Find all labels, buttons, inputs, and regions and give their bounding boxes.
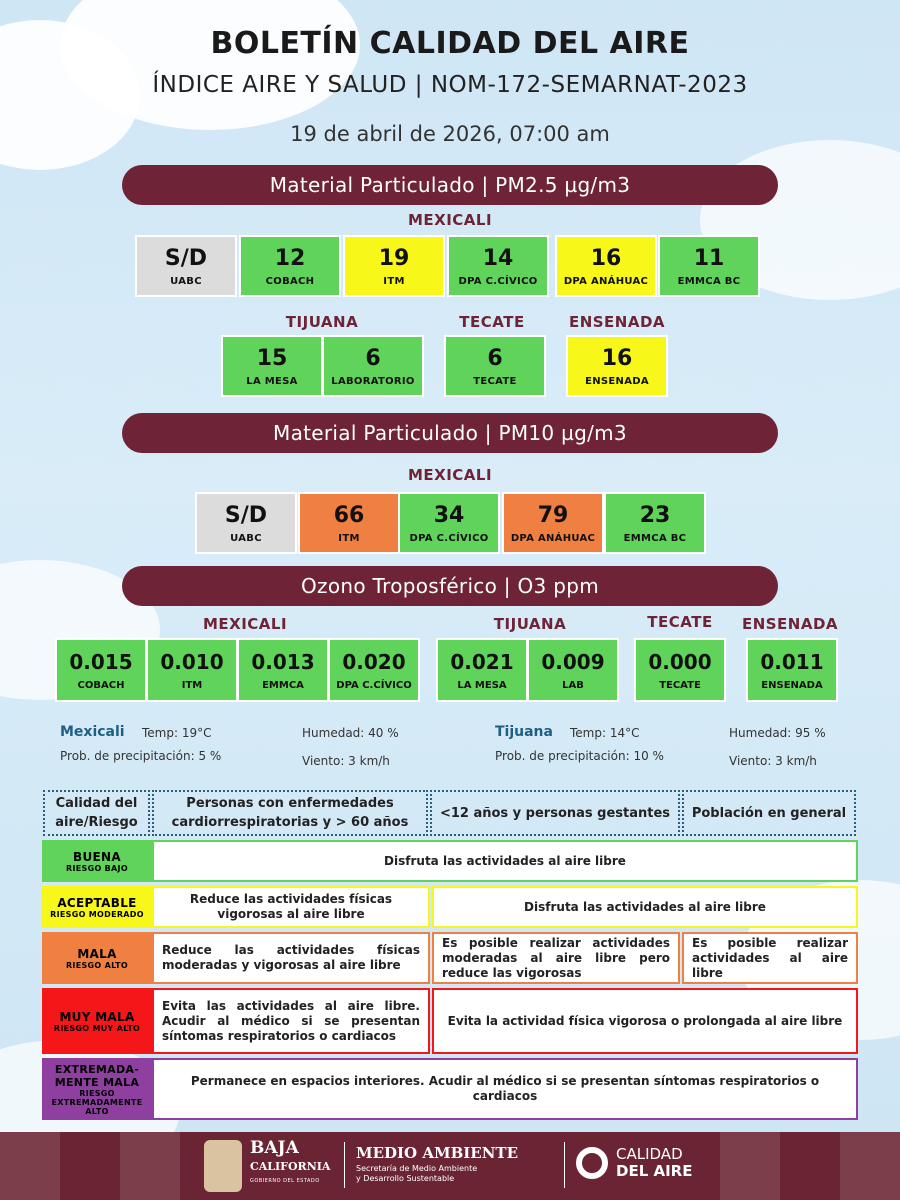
- pm25-tijuana-label: TIJUANA: [285, 313, 359, 331]
- station-name: ENSENADA: [585, 375, 649, 387]
- level-buena: [42, 840, 152, 882]
- station-cell: [146, 638, 238, 702]
- station-name: UABC: [170, 275, 202, 287]
- station-cell: [322, 335, 424, 397]
- station-cell: [444, 335, 546, 397]
- level-muy-mala: [42, 988, 152, 1054]
- table-header-risk: Calidad del aire/Riesgo: [43, 790, 150, 836]
- station-value: 0.021: [450, 649, 514, 674]
- station-cell: [502, 492, 604, 554]
- weather-tijuana-humidity: Humedad: 95 %: [729, 726, 826, 740]
- level-aceptable: [42, 886, 152, 928]
- o3-mexicali-label: MEXICALI: [202, 615, 288, 633]
- level-risk: RIESGO MUY ALTO: [53, 1023, 141, 1033]
- station-cell: [447, 235, 549, 297]
- level-risk: RIESGO MODERADO: [50, 909, 144, 919]
- advice-mala-cardio: Reduce las actividades físicas moderadas y vigorosas al aire libre: [152, 932, 430, 984]
- ma-title: MEDIO AMBIENTE: [356, 1144, 519, 1162]
- station-name: ITM: [383, 275, 405, 287]
- pm25-banner: Material Particulado | PM2.5 µg/m3: [122, 165, 778, 205]
- station-value: 0.020: [342, 649, 406, 674]
- bc-line3: GOBIERNO DEL ESTADO: [250, 1178, 320, 1184]
- station-cell: [746, 638, 838, 702]
- station-name: LA MESA: [246, 375, 298, 387]
- pm25-tecate-label: TECATE: [459, 313, 525, 331]
- advice-muy-mala-cardio: Evita las actividades al aire libre. Acudir al médico si se presentan síntomas respiratorios o cardiacos: [152, 988, 430, 1054]
- station-name: COBACH: [265, 275, 315, 287]
- weather-mexicali-temp: Temp: 19°C: [142, 726, 212, 740]
- footer-pattern: [0, 1132, 60, 1200]
- station-name: ITM: [338, 532, 360, 544]
- level-name: EXTREMADA-MENTE MALA: [54, 1062, 140, 1089]
- station-cell: [343, 235, 445, 297]
- bulletin-date: 19 de abril de 2026, 07:00 am: [290, 122, 610, 146]
- station-cell: [604, 492, 706, 554]
- station-name: ENSENADA: [761, 679, 823, 691]
- ca-line2: DEL AIRE: [616, 1162, 693, 1180]
- station-name: EMMCA BC: [677, 275, 741, 287]
- advice-extremadamente-mala-all: Permanece en espacios interiores. Acudir al médico si se presentan síntomas respiratorios o cardiacos: [152, 1058, 858, 1120]
- advice-muy-mala-others: Evita la actividad física vigorosa o prolongada al aire libre: [432, 988, 858, 1054]
- o3-ensenada-label: ENSENADA: [741, 615, 839, 633]
- level-name: MALA: [77, 946, 117, 961]
- pm25-mexicali-label: MEXICALI: [407, 211, 493, 229]
- o3-banner: Ozono Troposférico | O3 ppm: [122, 566, 778, 606]
- advice-aceptable-cardio: Reduce las actividades físicas vigorosas al aire libre: [152, 886, 430, 928]
- station-value: 19: [378, 245, 410, 271]
- station-cell: [135, 235, 237, 297]
- station-cell: [436, 638, 528, 702]
- station-value: 79: [537, 502, 569, 528]
- footer-pattern: [720, 1132, 780, 1200]
- table-header-cardio: Personas con enfermedades cardiorrespiratorias y > 60 años: [152, 790, 428, 836]
- footer-pattern: [120, 1132, 180, 1200]
- weather-tijuana-city: Tijuana: [495, 724, 553, 740]
- o3-tijuana-label: TIJUANA: [493, 615, 567, 633]
- weather-tijuana-temp: Temp: 14°C: [570, 726, 640, 740]
- station-value: 23: [639, 502, 671, 528]
- level-extremadamente-mala: [42, 1058, 152, 1120]
- weather-mexicali-city: Mexicali: [60, 724, 125, 740]
- station-cell: [398, 492, 500, 554]
- level-name: MUY MALA: [59, 1009, 135, 1024]
- station-name: EMMCA BC: [623, 532, 687, 544]
- station-value: 6: [487, 345, 503, 371]
- station-name: ITM: [181, 679, 203, 691]
- level-risk: RIESGO BAJO: [66, 863, 128, 873]
- station-value: 34: [433, 502, 465, 528]
- station-cell: [221, 335, 323, 397]
- station-cell: [328, 638, 420, 702]
- station-value: 0.000: [648, 649, 712, 674]
- ma-sub2: y Desarrollo Sustentable: [356, 1174, 455, 1183]
- station-cell: [298, 492, 400, 554]
- state-seal-icon: [204, 1140, 242, 1192]
- pm25-ensenada-label: ENSENADA: [568, 313, 666, 331]
- station-value: 16: [601, 345, 633, 371]
- station-name: DPA ANÁHUAC: [563, 275, 649, 287]
- weather-mexicali-humidity: Humedad: 40 %: [302, 726, 399, 740]
- station-value: 0.015: [69, 649, 133, 674]
- weather-tijuana-wind: Viento: 3 km/h: [729, 754, 817, 768]
- weather-mexicali-wind: Viento: 3 km/h: [302, 754, 390, 768]
- footer-divider: [344, 1142, 345, 1188]
- station-name: DPA C.CÍVICO: [458, 275, 538, 287]
- station-name: COBACH: [77, 679, 125, 691]
- level-name: BUENA: [73, 849, 121, 864]
- footer-divider: [564, 1142, 565, 1188]
- station-name: LAB: [562, 679, 584, 691]
- ca-line1: CALIDAD: [616, 1145, 683, 1163]
- weather-mexicali-precip: Prob. de precipitación: 5 %: [60, 749, 222, 763]
- station-value: 0.009: [541, 649, 605, 674]
- station-name: TECATE: [659, 679, 701, 691]
- station-cell: [55, 638, 147, 702]
- level-mala: [42, 932, 152, 984]
- station-value: S/D: [224, 502, 268, 528]
- bc-line1: BAJA: [250, 1138, 299, 1158]
- station-value: 11: [693, 245, 725, 271]
- station-cell: [527, 638, 619, 702]
- level-risk: RIESGO ALTO: [65, 960, 129, 970]
- station-name: DPA C.CÍVICO: [336, 679, 412, 691]
- bulletin-title: BOLETÍN CALIDAD DEL AIRE: [210, 26, 690, 61]
- station-cell: [566, 335, 668, 397]
- o3-tecate-label: TECATE: [647, 613, 713, 631]
- station-value: 0.010: [160, 649, 224, 674]
- station-value: 12: [274, 245, 306, 271]
- level-risk: RIESGO EXTREMADAMENTE ALTO: [51, 1088, 143, 1116]
- table-header-general: Población en general: [682, 790, 856, 836]
- footer-pattern: [840, 1132, 900, 1200]
- station-name: UABC: [230, 532, 262, 544]
- station-cell: [658, 235, 760, 297]
- advice-mala-children: Es posible realizar actividades moderadas al aire libre pero reduce las vigorosas: [432, 932, 680, 984]
- station-name: LA MESA: [457, 679, 507, 691]
- station-value: 0.013: [251, 649, 315, 674]
- station-name: DPA C.CÍVICO: [409, 532, 489, 544]
- advice-buena-all: Disfruta las actividades al aire libre: [152, 840, 858, 882]
- station-value: 0.011: [760, 649, 824, 674]
- station-value: 15: [256, 345, 288, 371]
- station-value: 66: [333, 502, 365, 528]
- station-cell: [634, 638, 726, 702]
- pm10-banner: Material Particulado | PM10 µg/m3: [122, 413, 778, 453]
- pm10-mexicali-label: MEXICALI: [407, 466, 493, 484]
- station-value: 16: [590, 245, 622, 271]
- station-value: 14: [482, 245, 514, 271]
- station-cell: [195, 492, 297, 554]
- station-cell: [555, 235, 657, 297]
- station-name: TECATE: [473, 375, 517, 387]
- station-value: S/D: [164, 245, 208, 271]
- advice-mala-general: Es posible realizar actividades al aire libre: [682, 932, 858, 984]
- station-name: DPA ANÁHUAC: [510, 532, 596, 544]
- table-header-children: <12 años y personas gestantes: [430, 790, 680, 836]
- level-name: ACEPTABLE: [57, 895, 137, 910]
- bc-line2: CALIFORNIA: [250, 1160, 331, 1173]
- station-name: EMMCA: [262, 679, 304, 691]
- air-quality-logo-icon: [576, 1147, 608, 1179]
- station-cell: [239, 235, 341, 297]
- weather-tijuana-precip: Prob. de precipitación: 10 %: [495, 749, 664, 763]
- ma-sub1: Secretaría de Medio Ambiente: [356, 1164, 478, 1173]
- advice-aceptable-others: Disfruta las actividades al aire libre: [432, 886, 858, 928]
- station-value: 6: [365, 345, 381, 371]
- bulletin-subtitle: ÍNDICE AIRE Y SALUD | NOM-172-SEMARNAT-2023: [152, 72, 748, 98]
- station-cell: [237, 638, 329, 702]
- station-name: LABORATORIO: [331, 375, 415, 387]
